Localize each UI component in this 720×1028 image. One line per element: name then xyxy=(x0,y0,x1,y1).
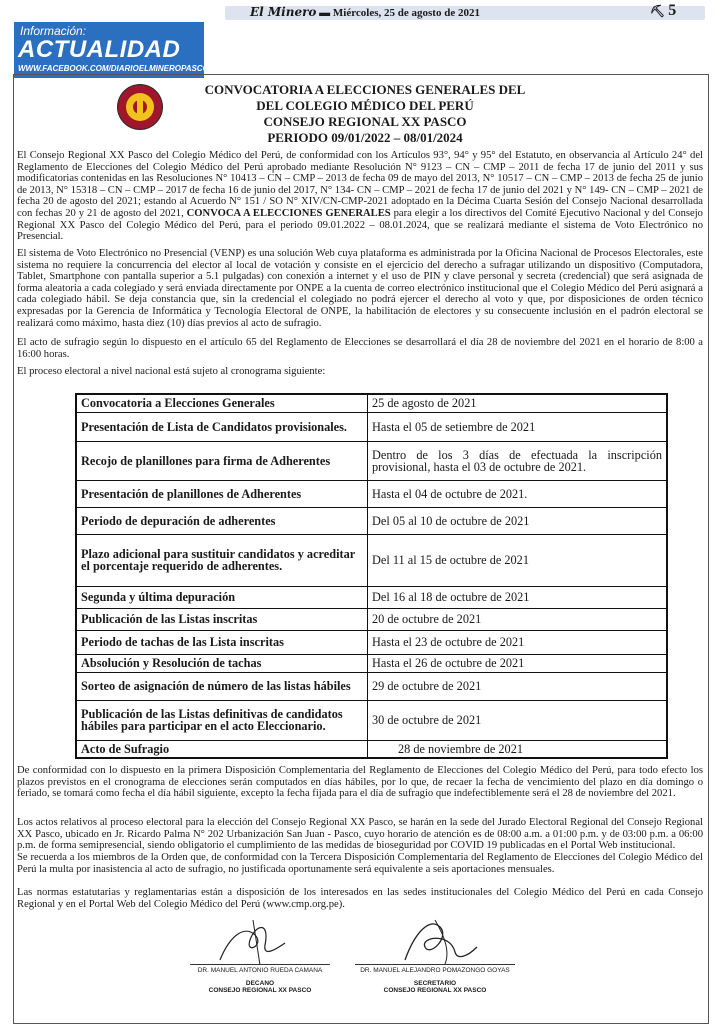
schedule-date: 28 de noviembre de 2021 xyxy=(368,740,668,758)
signature-block-decano xyxy=(190,964,330,994)
header-paper-date: El Minero ▬ Miércoles, 25 de agosto de 2021 xyxy=(250,5,480,19)
schedule-date: 20 de octubre de 2021 xyxy=(368,608,668,630)
table-row xyxy=(76,586,667,608)
page-number-value: 5 xyxy=(668,2,677,19)
election-schedule-table xyxy=(75,393,668,759)
intro-text-end: para elegir a los directivos del Comité Ejecutivo Nacional y del Consejo Regional XX Pasco del Colegio Médico del Perú, para el periodo 09.01.2022 – 08.01.2024, que se realizará mediante el sistema de Voto Electrónico no Presencial. xyxy=(17,207,703,243)
intro-emphasis: CONVOCA A ELECCIONES GENERALES xyxy=(186,207,391,219)
table-row xyxy=(76,654,667,672)
schedule-event: Periodo de tachas de las Lista inscritas xyxy=(76,630,368,654)
cronograma-intro: El proceso electoral a nivel nacional está sujeto al cronograma siguiente: xyxy=(17,366,326,377)
table-row xyxy=(76,412,667,441)
schedule-event: Presentación de planillones de Adherentes xyxy=(76,480,368,507)
signatory-org: CONSEJO REGIONAL XX PASCO xyxy=(208,987,312,994)
signatory-role: SECRETARIO xyxy=(413,980,457,987)
schedule-date: Del 16 al 18 de octubre de 2021 xyxy=(368,586,668,608)
schedule-event: Acto de Sufragio xyxy=(76,740,368,758)
header-date: Miércoles, 25 de agosto de 2021 xyxy=(332,7,480,19)
signature-secretario xyxy=(395,912,485,967)
sufragio-paragraph: El acto de sufragio según lo dispuesto en el artículo 65 del Reglamento de Elecciones se desarrollará el día 28 de noviembre del 2021 en el horario de 8:00 a 16:00 horas. xyxy=(17,337,703,360)
newspaper-name: El Minero xyxy=(250,5,317,19)
schedule-date: Hasta el 23 de octubre de 2021 xyxy=(368,630,668,654)
schedule-event: Segunda y última depuración xyxy=(76,586,368,608)
table-row xyxy=(76,672,667,700)
schedule-event: Publicación de las Listas definitivas de candidatos hábiles para participar en el acto Eleccionario. xyxy=(76,700,368,740)
table-row xyxy=(76,534,667,586)
title-line: PERIODO 09/01/2022 – 08/01/2024 xyxy=(267,130,463,145)
badge-section: ACTUALIDAD xyxy=(18,36,181,63)
signature-decano xyxy=(215,915,295,970)
table-row xyxy=(76,480,667,507)
venp-paragraph: El sistema de Voto Electrónico no Presencial (VENP) es una solución Web cuya plataforma es administrada por la Oficina Nacional de Procesos Electorales, este sistema no requiere la concurrencia del elector al local de votación y consiste en el ejercicio del derecho a sufragar utilizando un dispositivo (Computadora, Tablet, Smartphone con pantalla superior a 5.1 pulgadas) con conexión a internet y el uso de PIN y clave personal y secreta (credencial) que será asignada de forma aleatoria a cada colegiado y será enviada directamente por ONPE a la cuenta de correo electrónico institucional que el Colegio Médico del Perú asignará a cada colegiado hábil. Se deja constancia que, sin la credencial el colegiado no podrá ejercer el derecho al voto y que, por disposiciones de orden técnico expresadas por la Gerencia de Informática y Tecnología Electoral de ONPE, la habilitación de electores y su consecuente inclusión en el padrón electoral se realizará como máximo, hasta diez (10) días previos al acto de sufragio. xyxy=(17,248,703,329)
schedule-event: Presentación de Lista de Candidatos provisionales. xyxy=(76,412,368,441)
schedule-event: Sorteo de asignación de número de las listas hábiles xyxy=(76,672,368,700)
badge-label: Información: xyxy=(20,24,87,38)
table-row xyxy=(76,507,667,534)
intro-text: El Consejo Regional XX Pasco del Colegio Médico del Perú, de conformidad con los Artículos 93°, 94° y 95° del Estatuto, en observancia al Artículo 24° del Reglamento de Elecciones del Colegio Médico del Perú aprobado mediante Resolución N° 9123 – CN – CMP – 2011 de fecha 17 de junio del 2011 y sus modificatorias contenidas en las Resoluciones N° 10413 – CN – CMP – 2013 de fecha 09 de mayo del 2013, N° 10517 – CN – CMP – 2013 de fecha 25 de junio de 2013, N° 15318 – CN – CMP – 2017 de fecha 16 de junio del 2017, N° 134- CN – CMP – 2021 de fecha 17 de junio del 2021 y N° 149- CN – CMP – 2021 de fecha 20 de agosto del 2021; estando al Acuerdo N° 151 / SO N° XIV/CN-CMP-2021 adoptado en la Décima Cuarta Sesión del Consejo Nacional desarrollada con fechas 20 y 21 de agosto del 2021, xyxy=(17,150,703,219)
schedule-date: Del 11 al 15 de octubre de 2021 xyxy=(368,534,668,586)
normas-paragraph: Las normas estatutarias y reglamentarias están a disposición de los interesados en las sedes institucionales del Colegio Médico del Perú en cada Consejo Regional y en el Portal Web del Colegio Médico del Perú (www.cmp.org.pe). xyxy=(17,887,703,910)
badge-url: WWW.FACEBOOK.COM/DIARIOELMINEROPASCO xyxy=(18,64,209,73)
section-badge xyxy=(14,22,209,78)
table-row xyxy=(76,441,667,480)
schedule-event: Convocatoria a Elecciones Generales xyxy=(76,394,368,412)
schedule-event: Recojo de planillones para firma de Adherentes xyxy=(76,441,368,480)
signatory-org: CONSEJO REGIONAL XX PASCO xyxy=(383,987,487,994)
miner-icon: ⛏ xyxy=(650,4,666,18)
schedule-date: Dentro de los 3 días de efectuada la inscripción provisional, hasta el 03 de octubre de 2021. xyxy=(368,441,668,480)
intro-paragraph xyxy=(17,150,703,243)
sede-paragraph: Los actos relativos al proceso electoral para la elección del Consejo Regional XX Pasco, se harán en la sede del Jurado Electoral Regional del Consejo Regional XX Pasco, ubicado en Jr. Ricardo Palma N° 202 Urbanización San Juan - Pasco, cuyo horario de atención es de 08:00 a.m. a 01:00 p.m. y de 03:00 p.m. a 06:00 p.m. de forma semipresencial, siendo obligatorio el cumplimiento de las medidas de bioseguridad por COVID 19 publicadas en el Portal Web institucional. xyxy=(17,817,703,852)
signatory-role: DECANO xyxy=(245,980,275,987)
page-header xyxy=(0,0,720,22)
title-line: CONSEJO REGIONAL XX PASCO xyxy=(263,114,467,129)
schedule-event: Plazo adicional para sustituir candidatos y acreditar el porcentaje requerido de adherentes. xyxy=(76,534,368,586)
schedule-date: 29 de octubre de 2021 xyxy=(368,672,668,700)
title-line: DEL COLEGIO MÉDICO DEL PERÚ xyxy=(256,98,474,113)
schedule-date: Hasta el 26 de octubre de 2021 xyxy=(368,654,668,672)
notice-title xyxy=(170,82,560,146)
schedule-event: Publicación de las Listas inscritas xyxy=(76,608,368,630)
page-number xyxy=(650,2,676,20)
schedule-event: Periodo de depuración de adherentes xyxy=(76,507,368,534)
table-row xyxy=(76,700,667,740)
schedule-date: Hasta el 05 de setiembre de 2021 xyxy=(368,412,668,441)
plazos-paragraph: De conformidad con lo dispuesto en la primera Disposición Complementaria del Reglamento de Elecciones del Colegio Médico del Perú, para todo efecto los plazos previstos en el cronograma de elecciones serán computados en días hábiles, por lo que, de recaer la fecha de vencimiento del plazo en día domingo o feriado, se tomará como fecha el día hábil siguiente, excepto la fecha fijada para el día de sufragio que indefectiblemente será el 28 de noviembre del 2021. xyxy=(17,765,703,800)
schedule-date: 25 de agosto de 2021 xyxy=(368,394,668,412)
schedule-date: 30 de octubre de 2021 xyxy=(368,700,668,740)
schedule-event: Absolución y Resolución de tachas xyxy=(76,654,368,672)
signature-block-secretario xyxy=(355,964,515,994)
table-row xyxy=(76,740,667,758)
title-line: CONVOCATORIA A ELECCIONES GENERALES DEL xyxy=(204,82,526,97)
signatory-name: DR. MANUEL ALEJANDRO POMAZONGO GOYAS xyxy=(355,964,515,974)
schedule-date: Hasta el 04 de octubre de 2021. xyxy=(368,480,668,507)
table-row xyxy=(76,608,667,630)
multa-paragraph: Se recuerda a los miembros de la Orden que, de conformidad con la Tercera Disposición Complementaria del Reglamento de Elecciones del Colegio Médico del Perú la multa por inasistencia al acto de sufragio, no justificada oportunamente será equivalente a seis aportaciones mensuales. xyxy=(17,852,703,875)
colegio-medico-logo xyxy=(118,85,162,129)
table-row xyxy=(76,630,667,654)
table-row xyxy=(76,394,667,412)
schedule-date: Del 05 al 10 de octubre de 2021 xyxy=(368,507,668,534)
signatory-name: DR. MANUEL ANTONIO RUEDA CAMANA xyxy=(190,964,330,974)
